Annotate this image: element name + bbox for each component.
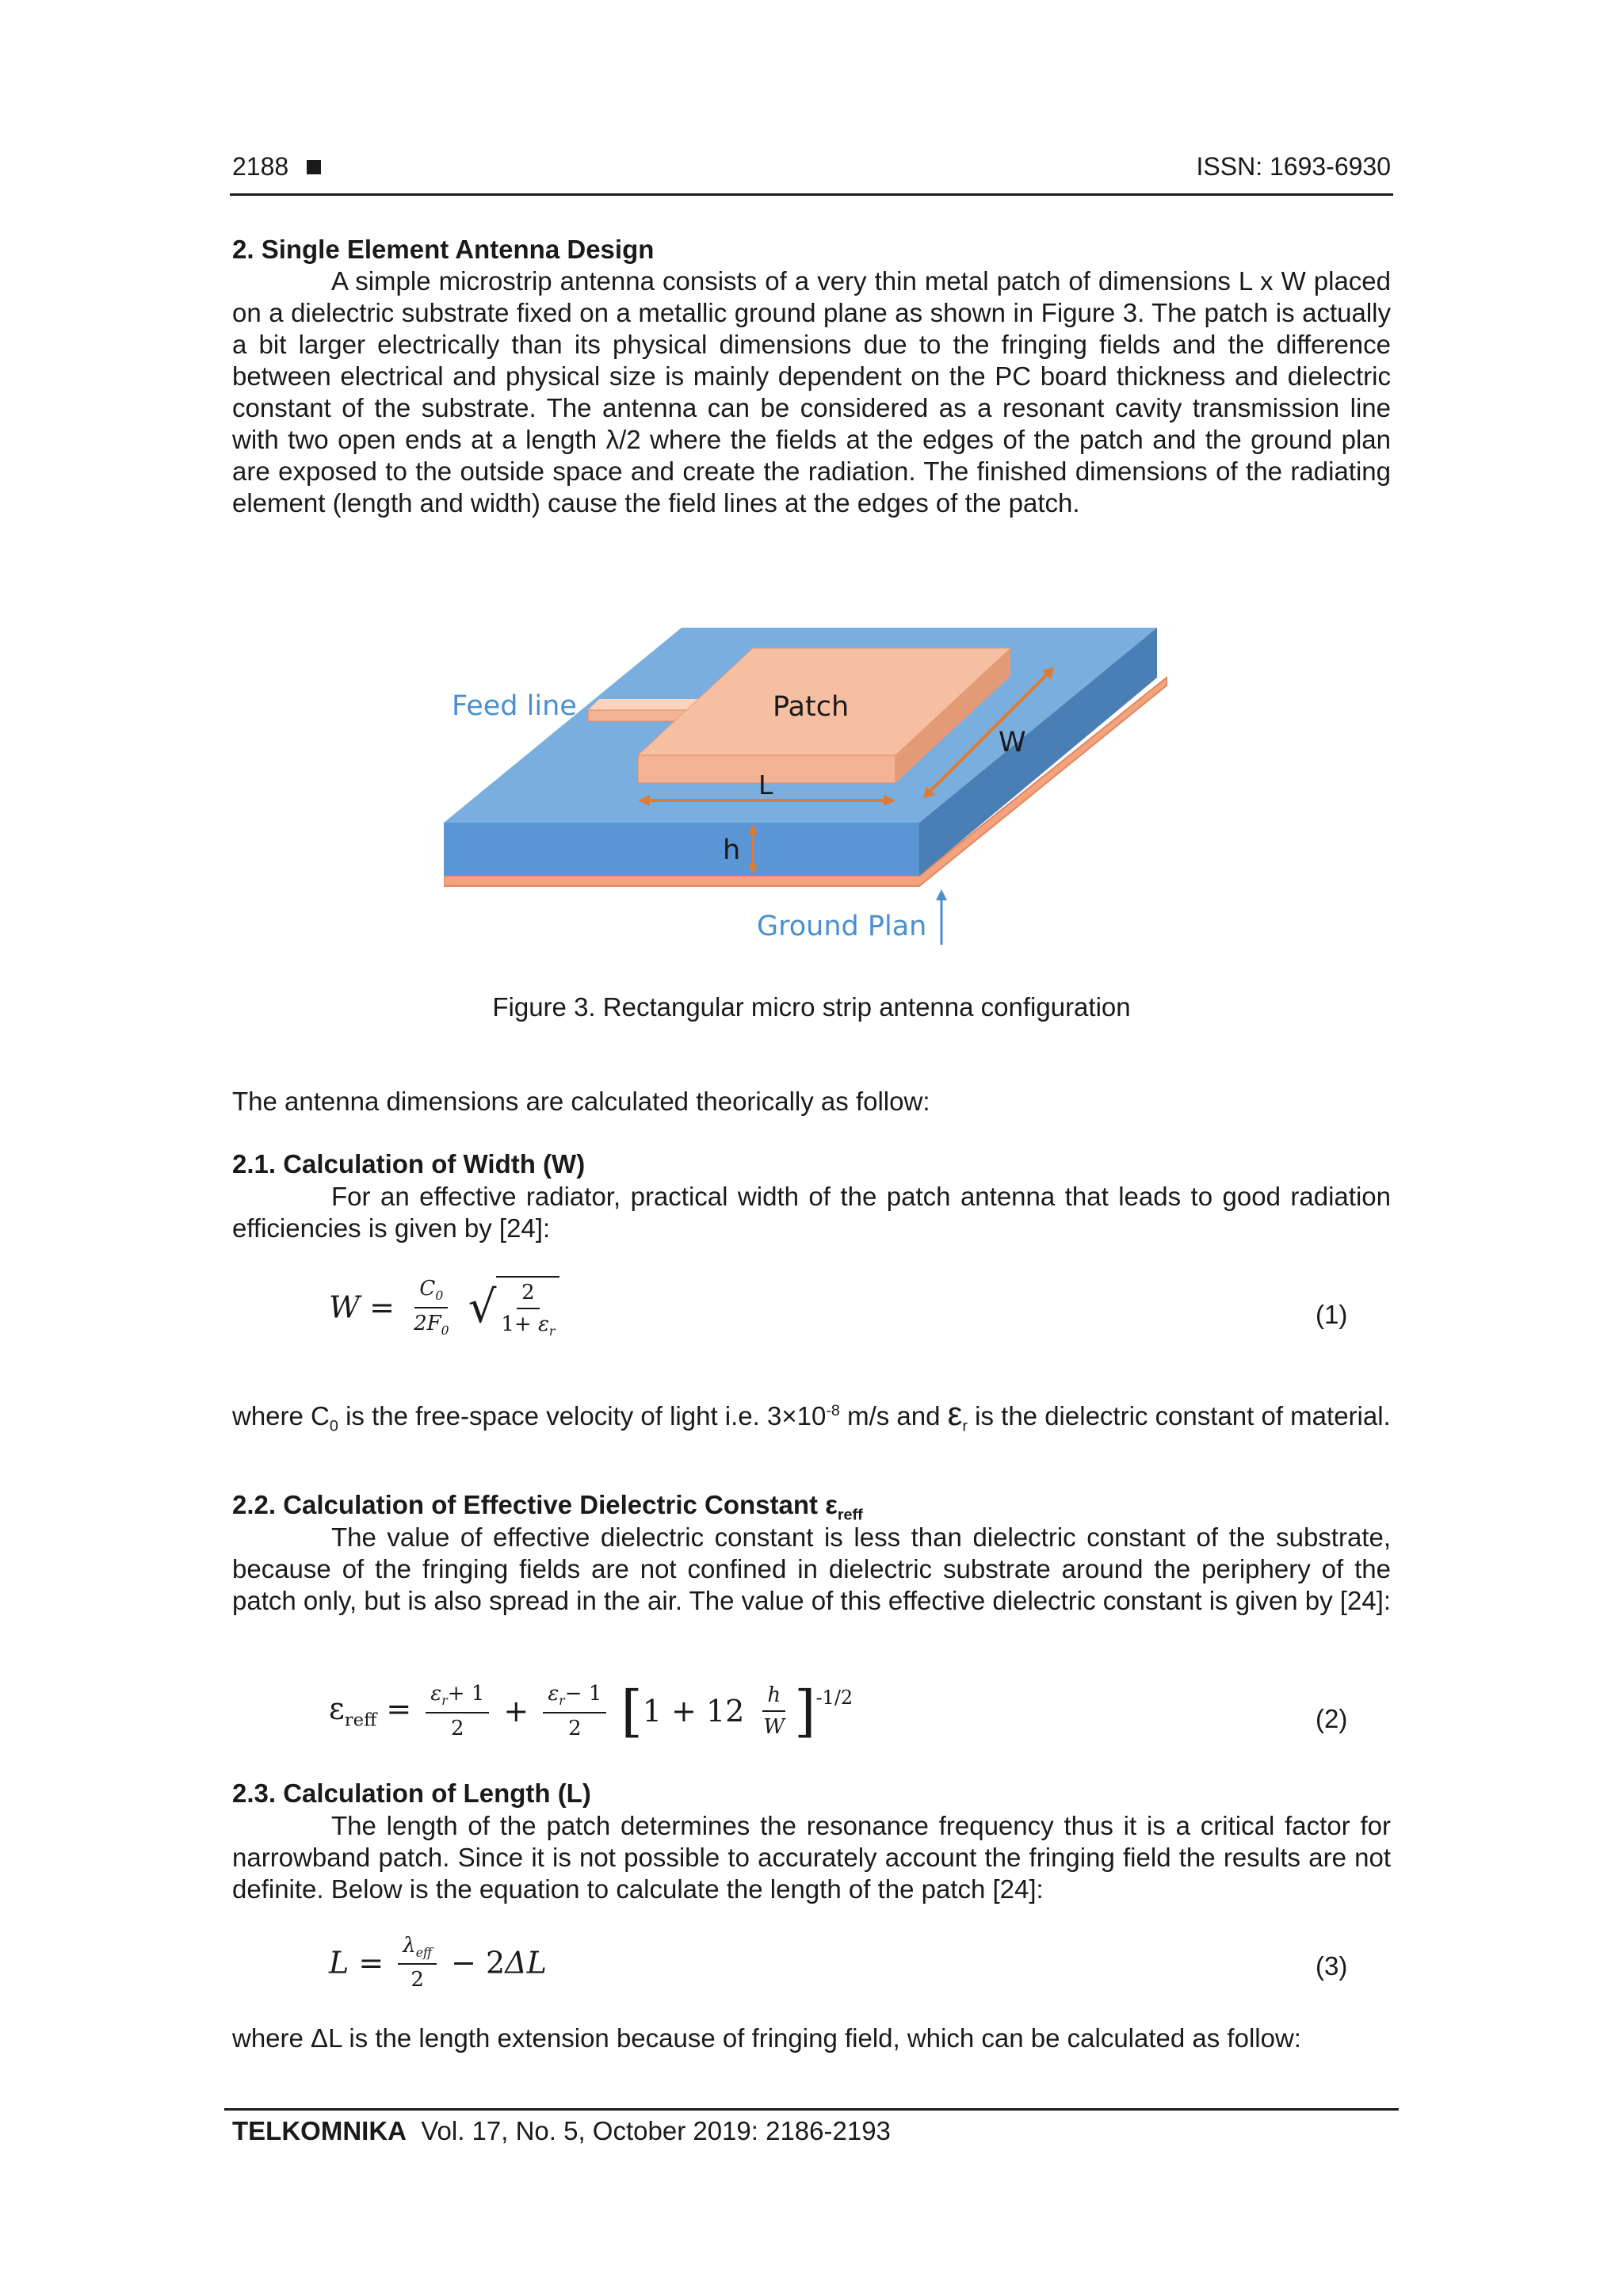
heading-sub: reff — [837, 1506, 863, 1524]
where-text: is the free-space velocity of light i.e. 3×10 — [338, 1401, 827, 1431]
width-label: W — [999, 727, 1026, 758]
intro-line: The antenna dimensions are calculated theorically as follow: — [232, 1087, 930, 1116]
figure-caption: Figure 3. Rectangular micro strip antenna configuration — [492, 992, 1131, 1022]
ground-label: Ground Plan — [757, 911, 927, 942]
equation-width: W = $\frac{C_0}{2F_0}$ √ $\frac{2}{1+ \varepsilon_r}$ — [329, 1276, 564, 1339]
heading-text: 2.2. Calculation of Effective Dielectric Constant ε — [232, 1490, 838, 1519]
section-heading: 2. Single Element Antenna Design — [232, 235, 655, 264]
journal-details: Vol. 17, No. 5, October 2019: 2186-2193 — [421, 2116, 891, 2145]
feed-line-label: Feed line — [452, 690, 577, 722]
page-number: 2188 — [232, 152, 289, 181]
length-label: L — [758, 770, 773, 800]
antenna-figure — [444, 610, 1173, 959]
equation-effective-dielectric: $\varepsilon_{reff}$ = $\frac{\varepsilon_r+ 1}{2}$ + $\frac{\varepsilon_r- 1}{2}$ [1 + 12 $\frac{h}{W}$ ]$^{-1/2}$ — [329, 1679, 854, 1744]
where-text: is the dielectric constant of material. — [967, 1401, 1391, 1431]
patch-label: Patch — [773, 691, 850, 723]
section-paragraph: A simple microstrip antenna consists of a very thin metal patch of dimensions L x W placed on a dielectric substrate fixed on a metallic ground plane as shown in Figure 3. The patch is actually a bit larger electrically than its physical dimensions due to the fringing fields and the difference between electrical and physical size is mainly dependent on the PC board thickness and dielectric constant of the substrate. The antenna can be considered as a resonant cavity transmission line with two open ends at a length λ/2 where the fields at the edges of the patch and the ground plan are exposed to the outside space and create the radiation. The finished dimensions of the radiating element (length and width) cause the field lines at the edges of the patch. — [232, 266, 1391, 518]
where-sup: -8 — [826, 1402, 840, 1419]
where-text: where C — [232, 1401, 330, 1431]
where-sub: 0 — [329, 1417, 338, 1435]
section-paragraph: The value of effective dielectric constant is less than dielectric constant of the substrate, because of the fringing fields are not confined in dielectric substrate around the periphery of the patch only, but is also spread in the air. The value of this effective dielectric constant is given by [24]: — [232, 1522, 1391, 1615]
header-rule — [230, 193, 1393, 196]
substrate-front — [444, 823, 919, 876]
section-heading: 2.3. Calculation of Length (L) — [232, 1778, 591, 1808]
section-paragraph: The length of the patch determines the resonance frequency thus it is a critical factor for narrowband patch. Since it is not possible to accurately account the fringing field the results are not definite. Below is the equation to calculate the length of the patch [24]: — [232, 1811, 1391, 1904]
section-paragraph: For an effective radiator, practical width of the patch antenna that leads to good radiation efficiencies is given by [24]: — [232, 1182, 1391, 1243]
equation-exponent: -1/2 — [815, 1687, 854, 1709]
where-text: m/s and — [839, 1401, 948, 1431]
where-sub: r — [962, 1417, 968, 1435]
equation-number: (2) — [1316, 1704, 1348, 1733]
section-heading: 2.1. Calculation of Width (W) — [232, 1149, 586, 1179]
page-header-left — [232, 152, 321, 181]
equation-number: (1) — [1316, 1300, 1348, 1329]
where-paragraph — [232, 1395, 1391, 1442]
height-label: h — [723, 835, 741, 866]
journal-name: TELKOMNIKA — [232, 2116, 407, 2145]
footer-rule — [224, 2108, 1399, 2111]
equation-length: L = $\frac{\lambda_{eff}}{2}$ − 2ΔL — [329, 1934, 547, 1992]
footer — [232, 2116, 891, 2146]
epsilon-symbol: ε — [947, 1395, 963, 1432]
square-bullet-icon — [307, 160, 321, 174]
issn: ISSN: 1693-6930 — [1196, 152, 1391, 181]
equation-number: (3) — [1316, 1951, 1348, 1981]
where-line: where ΔL is the length extension because of fringing field, which can be calculated as follow: — [232, 2023, 1301, 2053]
section-heading — [232, 1490, 863, 1525]
